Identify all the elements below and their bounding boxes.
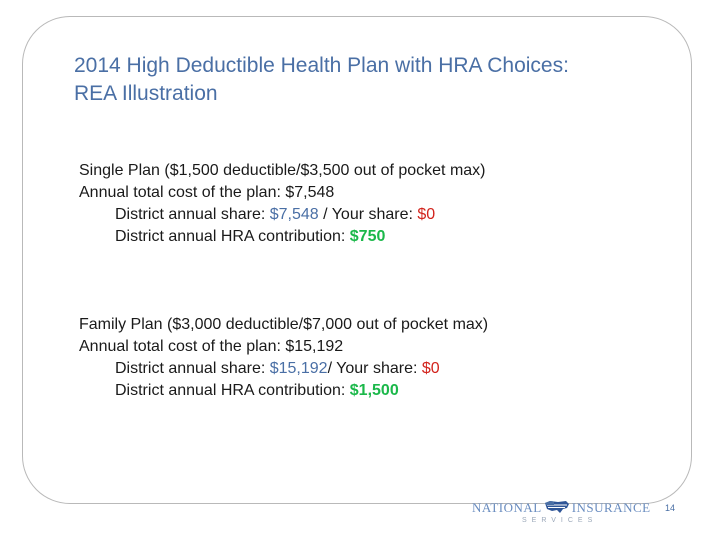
logo-subtitle: SERVICES — [522, 517, 598, 524]
total-cost-label: Annual total cost of the plan: — [79, 338, 286, 355]
total-cost-value: $15,192 — [285, 338, 344, 355]
district-share-label: District annual share: — [115, 360, 270, 377]
family-plan-heading — [79, 314, 488, 336]
single-plan-heading — [79, 160, 486, 182]
single-plan-section — [79, 160, 486, 248]
your-share-label: / Your share: — [318, 206, 418, 223]
single-plan-hra-line — [79, 226, 486, 248]
family-plan-section — [79, 314, 488, 402]
total-cost-value: $7,548 — [285, 184, 335, 201]
single-plan-details: ($1,500 deductible/$3,500 out of pocket max) — [159, 162, 486, 179]
family-plan-share-line — [79, 358, 488, 380]
hra-value: $750 — [349, 228, 386, 245]
family-plan-total-cost — [79, 336, 488, 358]
your-share-value: $0 — [417, 206, 436, 223]
logo-wordmark — [472, 500, 651, 518]
total-cost-label: Annual total cost of the plan: — [79, 184, 286, 201]
company-logo — [472, 500, 652, 530]
hra-label: District annual HRA contribution: — [115, 228, 350, 245]
single-plan-total-cost — [79, 182, 486, 204]
single-plan-share-line — [79, 204, 486, 226]
logo-word-left: NATIONAL — [472, 500, 542, 515]
title-line-1: 2014 High Deductible Health Plan with HRA Choices: — [74, 54, 569, 77]
slide-title — [74, 52, 694, 108]
logo-word-right: INSURANCE — [571, 500, 651, 515]
hra-value: $1,500 — [349, 382, 399, 399]
family-plan-hra-line — [79, 380, 488, 402]
family-plan-name: Family Plan — [79, 316, 163, 333]
your-share-value: $0 — [421, 360, 440, 377]
single-plan-name: Single Plan — [79, 162, 160, 179]
your-share-label: / Your share: — [327, 360, 422, 377]
district-share-label: District annual share: — [115, 206, 270, 223]
family-plan-details: ($3,000 deductible/$7,000 out of pocket max) — [162, 316, 489, 333]
district-share-value: $7,548 — [269, 206, 319, 223]
district-share-value: $15,192 — [269, 360, 328, 377]
hra-label: District annual HRA contribution: — [115, 382, 350, 399]
title-line-2: REA Illustration — [74, 82, 218, 105]
page-number: 14 — [665, 503, 676, 513]
us-map-flag-icon — [544, 500, 570, 518]
